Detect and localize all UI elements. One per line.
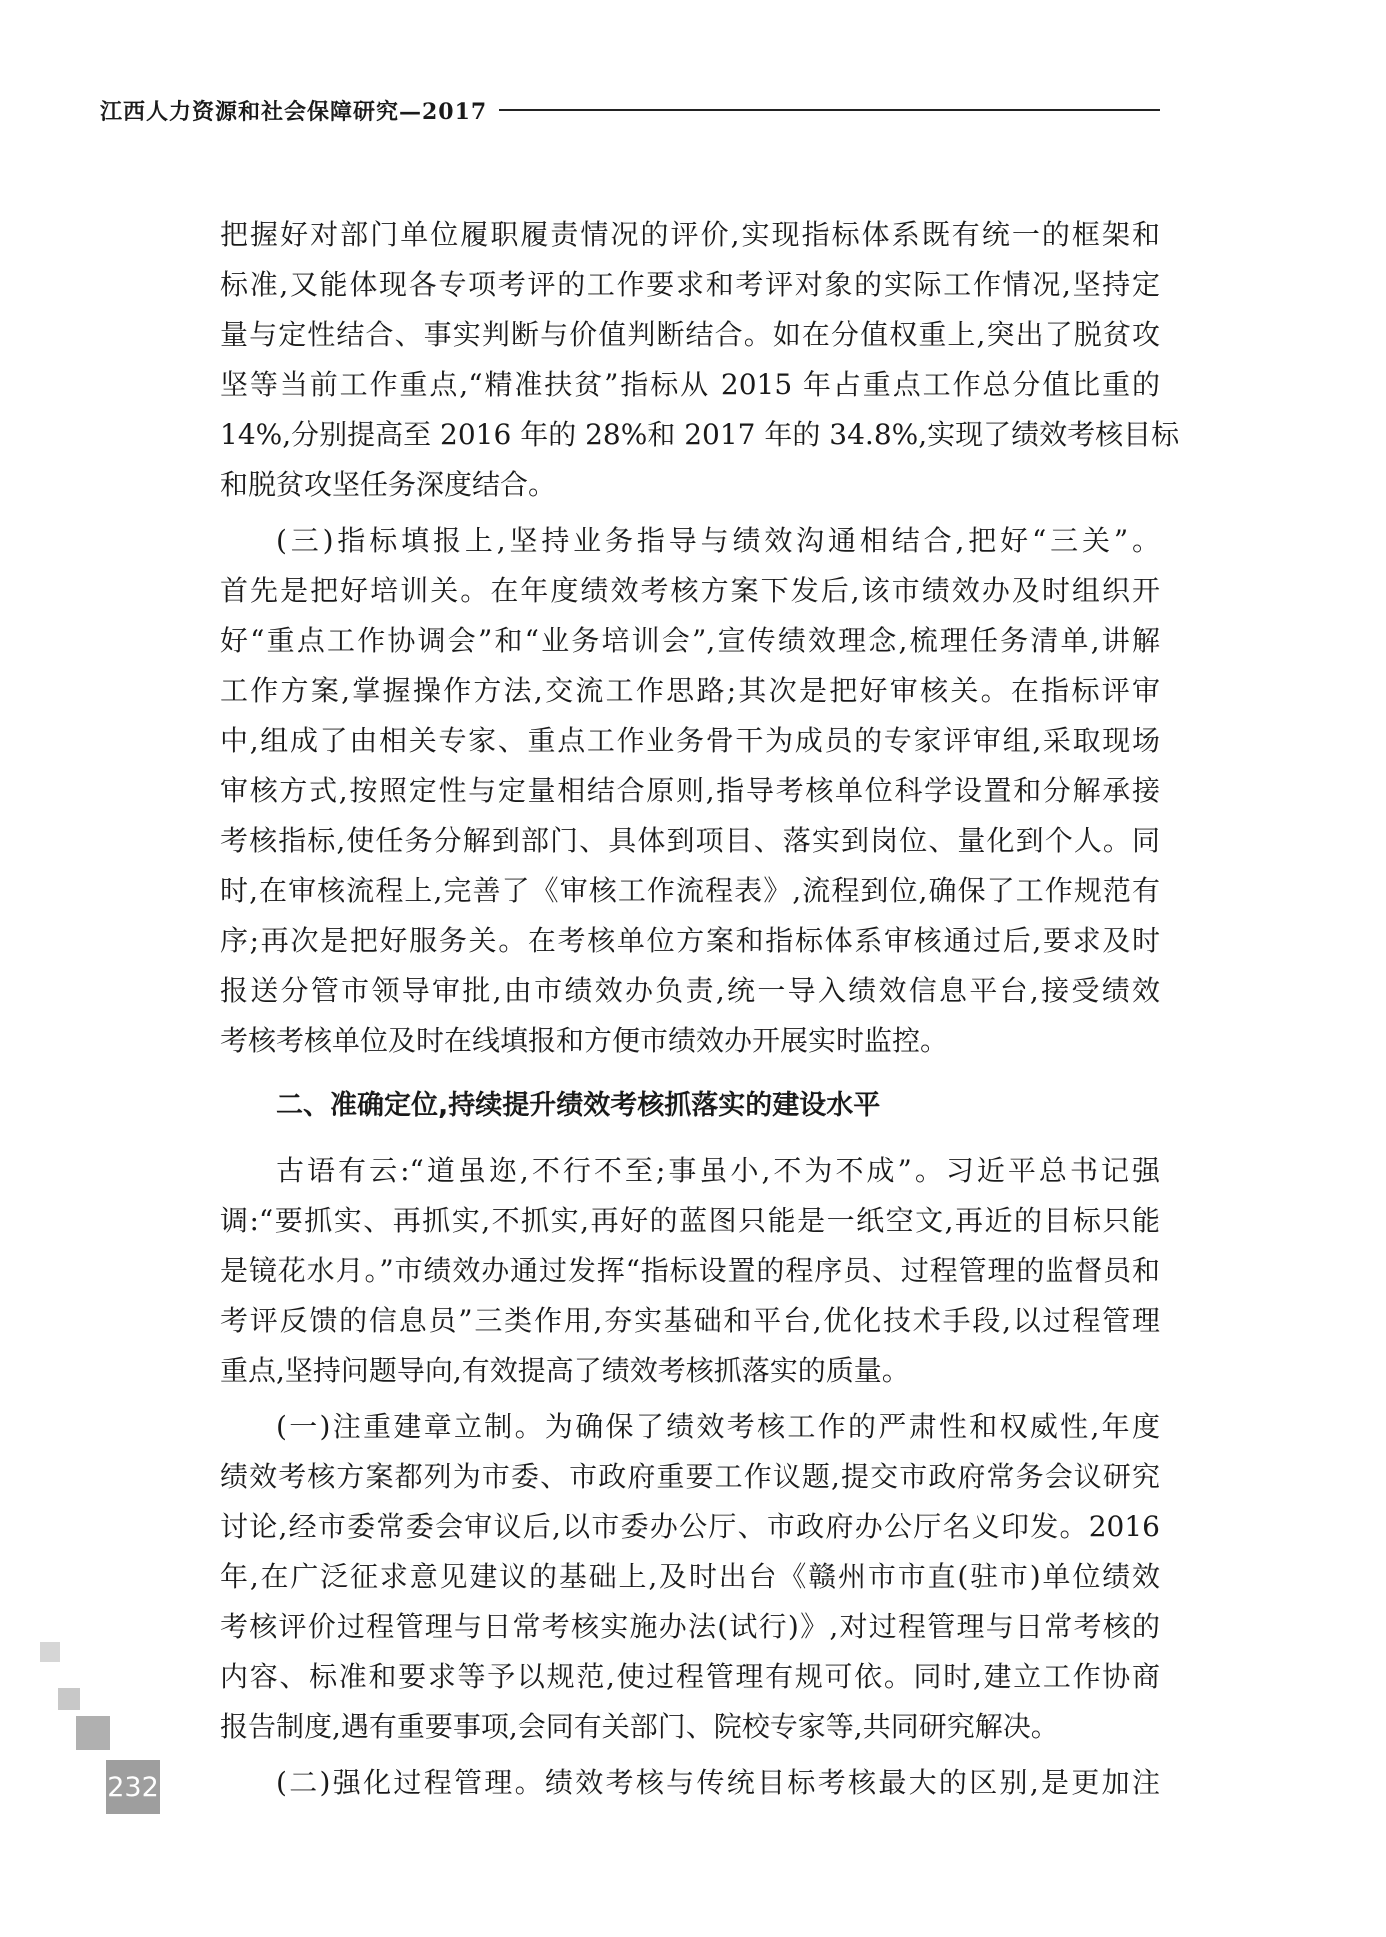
text-line: 量与定性结合、事实判断与价值判断结合。如在分值权重上,突出了脱贫攻 xyxy=(220,318,1160,351)
paragraph xyxy=(220,1758,1160,1808)
text-line: 首先是把好培训关。在年度绩效考核方案下发后,该市绩效办及时组织开 xyxy=(220,574,1160,607)
text-line: 考核评价过程管理与日常考核实施办法(试行)》,对过程管理与日常考核的 xyxy=(220,1610,1160,1643)
text-line: 14%,分别提高至 2016 年的 28%和 2017 年的 34.8%,实现了绩效考核目标 xyxy=(220,418,1180,451)
text-line: 把握好对部门单位履职履责情况的评价,实现指标体系既有统一的框架和 xyxy=(220,218,1160,251)
text-line: 坚等当前工作重点,“精准扶贫”指标从 2015 年占重点工作总分值比重的 xyxy=(220,368,1160,401)
text-line: 时,在审核流程上,完善了《审核工作流程表》,流程到位,确保了工作规范有 xyxy=(220,874,1160,907)
text-line: 报送分管市领导审批,由市绩效办负责,统一导入绩效信息平台,接受绩效 xyxy=(220,974,1160,1007)
decorative-square xyxy=(58,1688,80,1710)
text-line: (三)指标填报上,坚持业务指导与绩效沟通相结合,把好“三关”。 xyxy=(276,524,1160,557)
text-line: 好“重点工作协调会”和“业务培训会”,宣传绩效理念,梳理任务清单,讲解 xyxy=(220,624,1160,657)
body-text xyxy=(220,210,1180,1808)
text-line: 和脱贫攻坚任务深度结合。 xyxy=(220,468,557,501)
decorative-square xyxy=(76,1716,110,1750)
text-line: 报告制度,遇有重要事项,会同有关部门、院校专家等,共同研究解决。 xyxy=(220,1710,1059,1743)
paragraph xyxy=(220,1146,1160,1396)
text-line: (一)注重建章立制。为确保了绩效考核工作的严肃性和权威性,年度 xyxy=(276,1410,1160,1443)
text-line: (二)强化过程管理。绩效考核与传统目标考核最大的区别,是更加注 xyxy=(276,1766,1160,1799)
text-line: 古语有云:“道虽迩,不行不至;事虽小,不为不成”。习近平总书记强 xyxy=(276,1154,1160,1187)
text-line: 讨论,经市委常委会审议后,以市委办公厅、市政府办公厅名义印发。2016 xyxy=(220,1510,1160,1543)
text-line: 中,组成了由相关专家、重点工作业务骨干为成员的专家评审组,采取现场 xyxy=(220,724,1160,757)
text-line: 工作方案,掌握操作方法,交流工作思路;其次是把好审核关。在指标评审 xyxy=(220,674,1160,707)
text-line: 调:“要抓实、再抓实,不抓实,再好的蓝图只能是一纸空文,再近的目标只能 xyxy=(220,1204,1160,1237)
book-title: 江西人力资源和社会保障研究—2017 xyxy=(100,98,488,125)
decorative-square xyxy=(40,1642,60,1662)
text-line: 重点,坚持问题导向,有效提高了绩效考核抓落实的质量。 xyxy=(220,1354,910,1387)
text-line: 内容、标准和要求等予以规范,使过程管理有规可依。同时,建立工作协商 xyxy=(220,1660,1160,1693)
text-line: 年,在广泛征求意见建议的基础上,及时出台《赣州市市直(驻市)单位绩效 xyxy=(220,1560,1160,1593)
section-heading: 二、准确定位,持续提升绩效考核抓落实的建设水平 xyxy=(276,1090,881,1121)
text-line: 序;再次是把好服务关。在考核单位方案和指标体系审核通过后,要求及时 xyxy=(220,924,1160,957)
text-line: 审核方式,按照定性与定量相结合原则,指导考核单位科学设置和分解承接 xyxy=(220,774,1160,807)
running-header xyxy=(100,95,1160,125)
paragraph xyxy=(220,210,1180,510)
text-line: 标准,又能体现各专项考评的工作要求和考评对象的实际工作情况,坚持定 xyxy=(220,268,1160,301)
text-line: 考核指标,使任务分解到部门、具体到项目、落实到岗位、量化到个人。同 xyxy=(220,824,1160,857)
text-line: 绩效考核方案都列为市委、市政府重要工作议题,提交市政府常务会议研究 xyxy=(220,1460,1160,1493)
paragraph xyxy=(220,516,1160,1066)
page-number: 232 xyxy=(106,1760,160,1814)
text-line: 考评反馈的信息员”三类作用,夯实基础和平台,优化技术手段,以过程管理 xyxy=(220,1304,1160,1337)
paragraph xyxy=(220,1402,1160,1752)
text-line: 考核考核单位及时在线填报和方便市绩效办开展实时监控。 xyxy=(220,1024,949,1057)
text-line: 是镜花水月。”市绩效办通过发挥“指标设置的程序员、过程管理的监督员和 xyxy=(220,1254,1160,1287)
header-rule xyxy=(499,109,1160,111)
